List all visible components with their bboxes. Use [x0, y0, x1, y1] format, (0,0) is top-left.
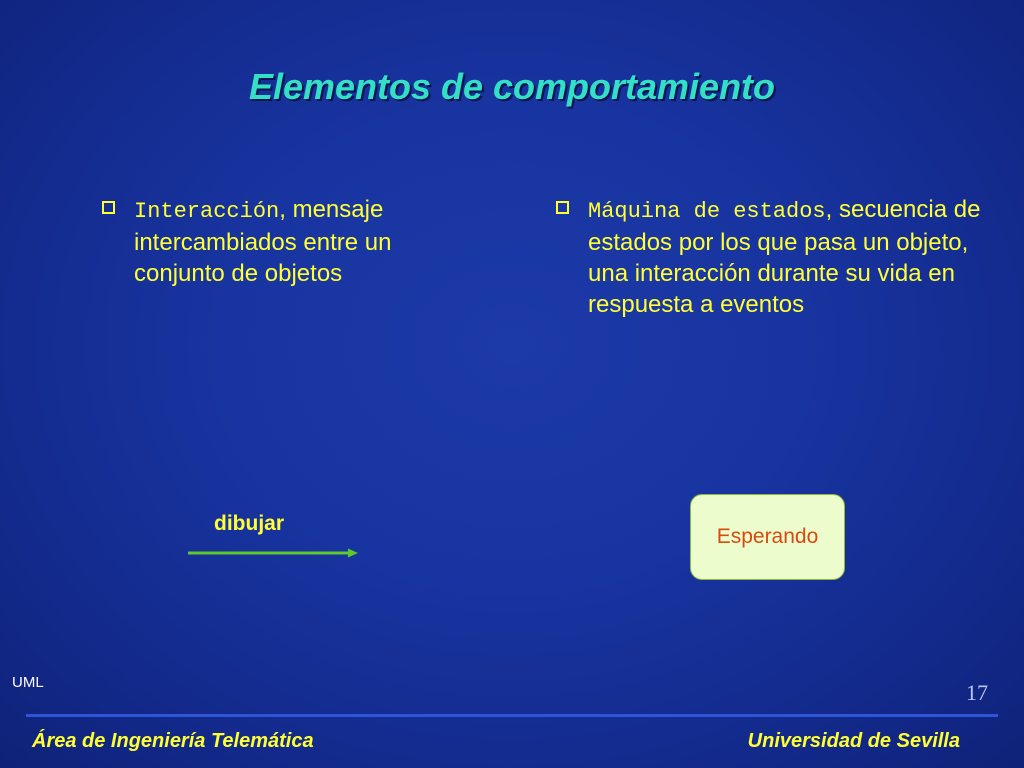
state-box — [690, 494, 845, 580]
bullet-text — [588, 194, 986, 320]
bullet-interaccion — [102, 194, 462, 289]
footer-divider — [26, 714, 998, 717]
bullet-separator: , — [825, 196, 833, 223]
footer-tag: UML — [12, 674, 44, 691]
bullet-term: Interacción — [134, 199, 280, 224]
square-bullet-icon — [102, 201, 115, 214]
message-arrow-icon — [186, 545, 362, 561]
footer-university: Universidad de Sevilla — [747, 730, 960, 752]
bullet-separator: , — [279, 196, 286, 223]
page-number: 17 — [966, 680, 988, 705]
bullet-description: mensaje intercambiados entre un conjunto de objetos — [134, 196, 392, 287]
bullet-term: Máquina de estados — [588, 199, 826, 224]
slide-title: Elementos de comportamiento — [248, 66, 776, 107]
bullet-text — [134, 194, 462, 289]
message-label: dibujar — [214, 512, 285, 535]
footer-department: Área de Ingeniería Telemática — [32, 730, 314, 752]
square-bullet-icon — [556, 201, 569, 214]
bullet-maquina-estados — [556, 194, 986, 320]
state-label: Esperando — [716, 525, 819, 548]
bullet-description: secuencia de estados por los que pasa un objeto, una interacción durante su vida en respuesta a eventos — [588, 196, 981, 318]
